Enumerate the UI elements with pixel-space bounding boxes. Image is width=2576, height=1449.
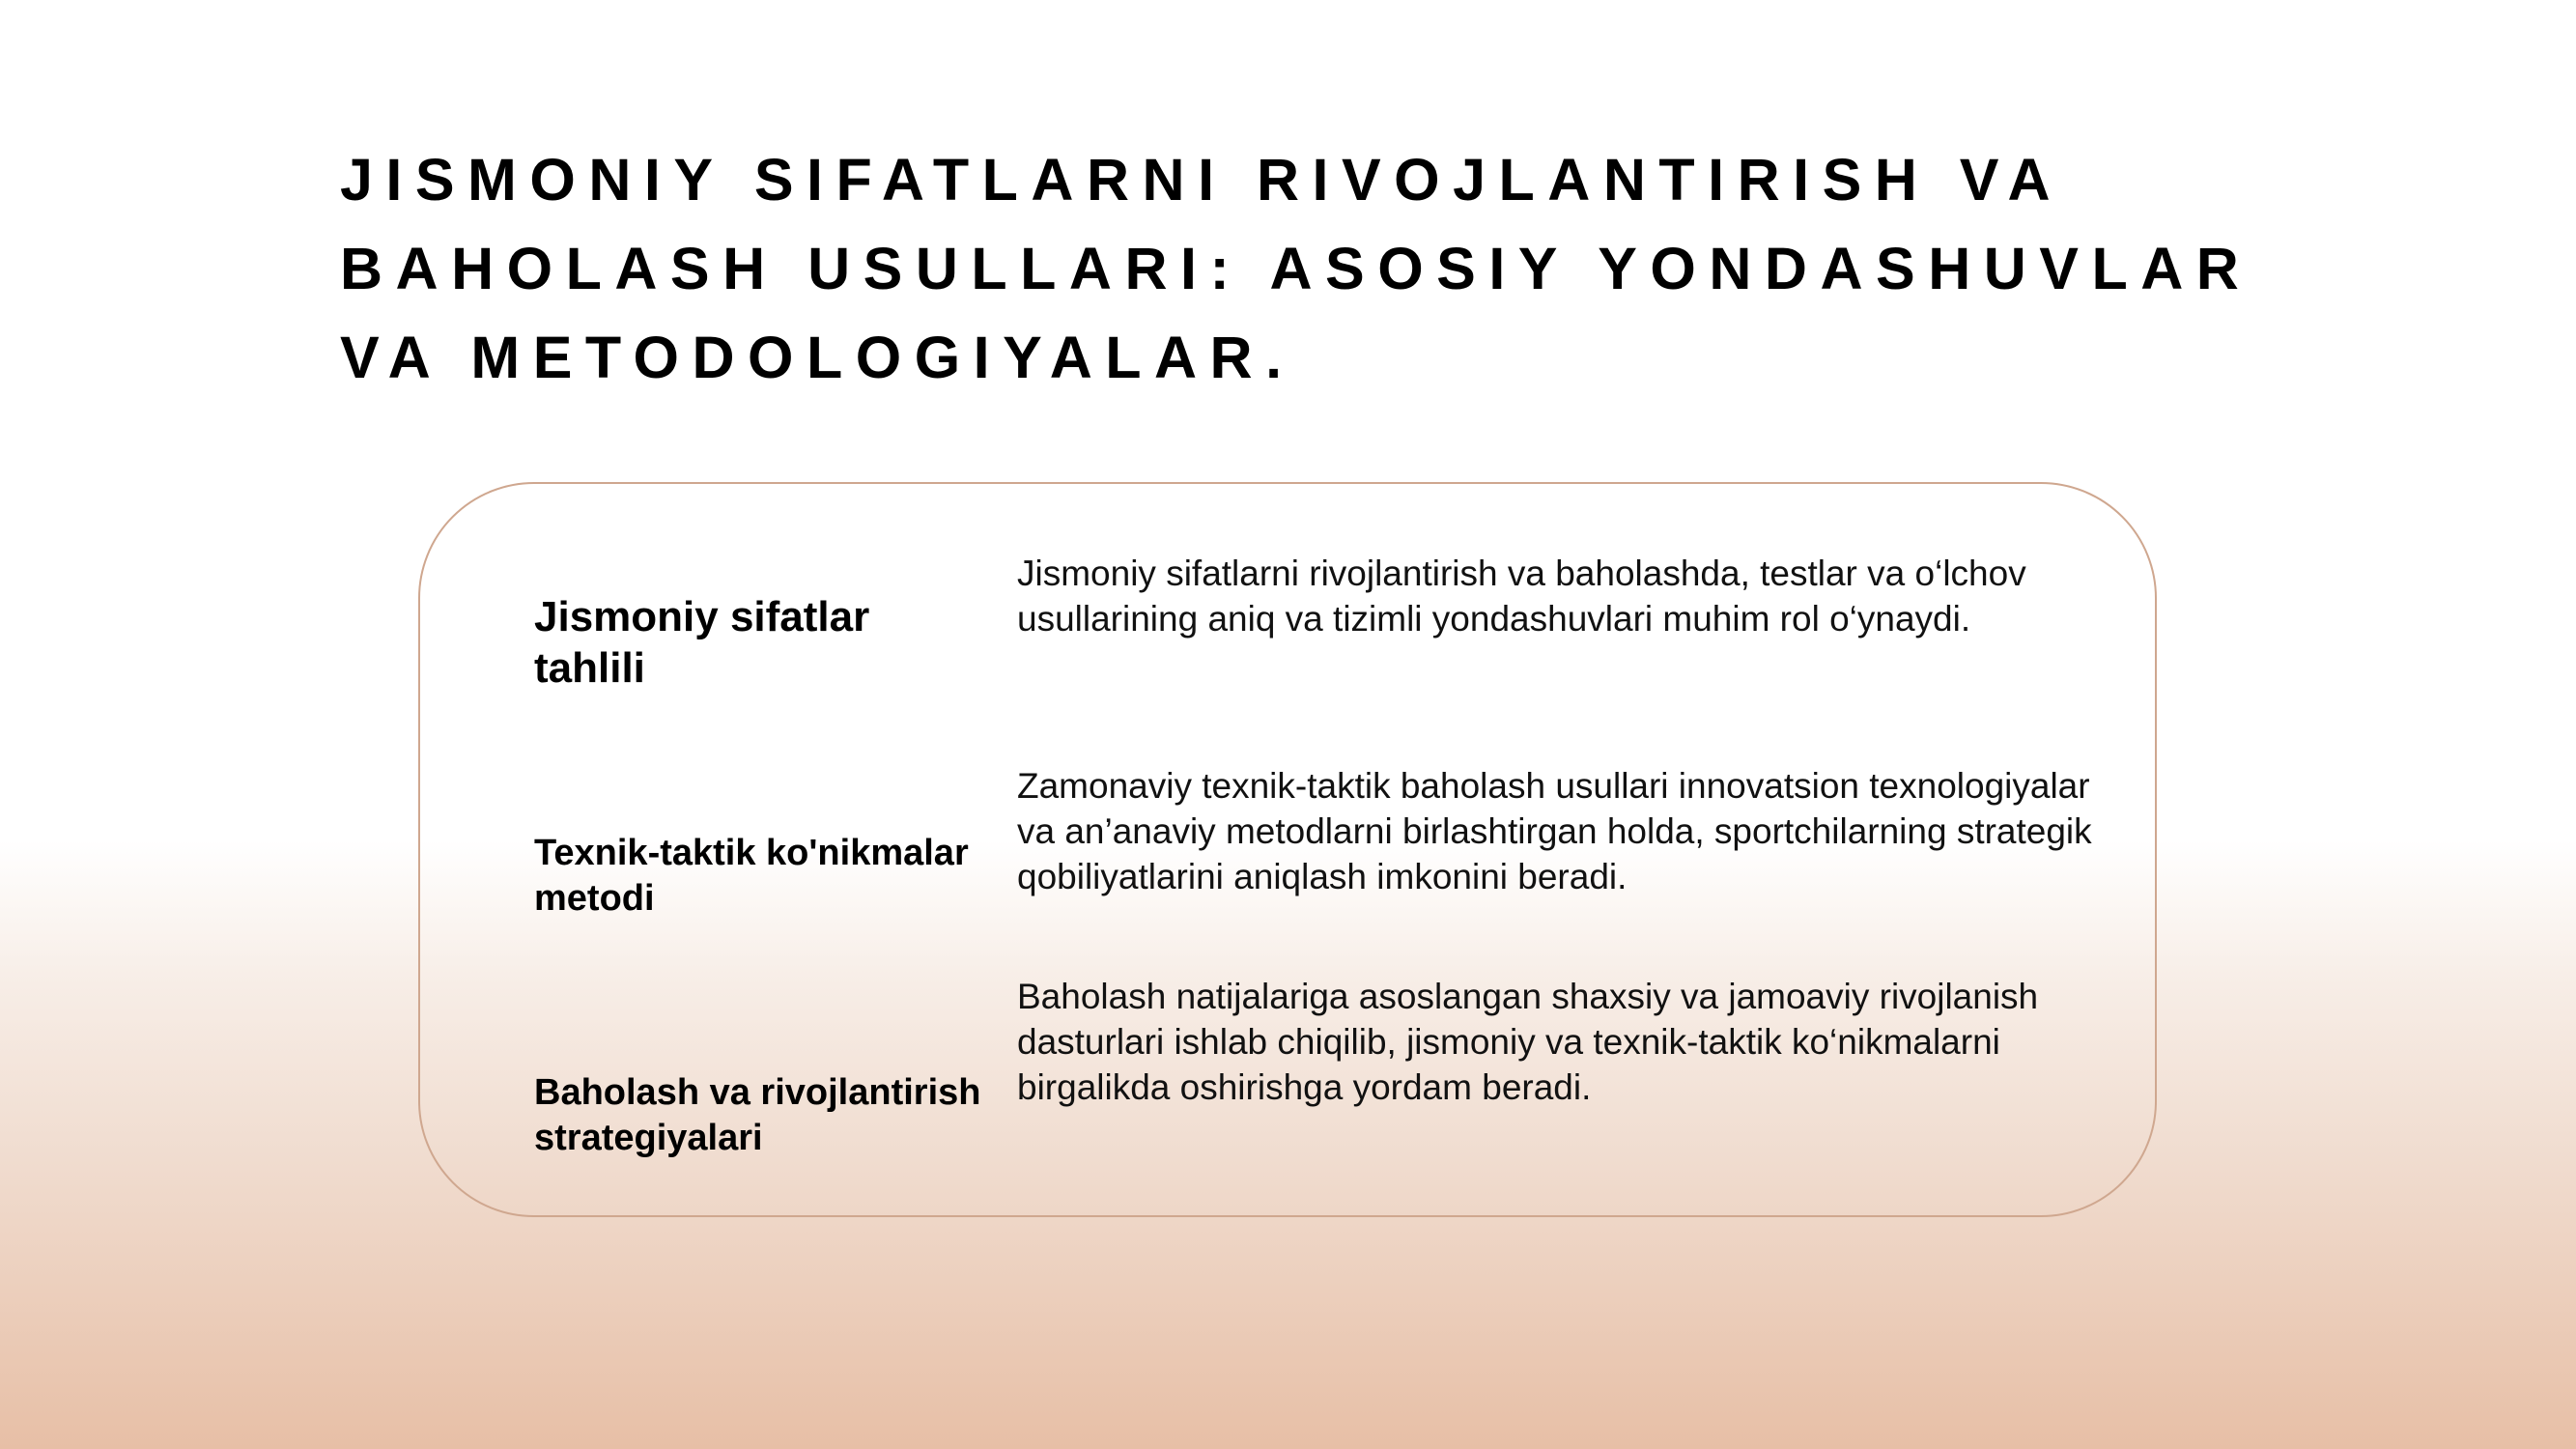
row-heading-strategies: Baholash va rivojlantirish strategiyalari — [534, 1072, 981, 1158]
row-description-physical-qualities: Jismoniy sifatlarni rivojlantirish va baholashda, testlar va o‘lchov usullarining aniq va tizimli yondashuvlari muhim rol o‘ynaydi. — [1017, 554, 2026, 639]
row-heading-technical-tactical: Texnik-taktik ko'nikmalar metodi — [534, 833, 969, 919]
slide-title: JISMONIY SIFATLARNI RIVOJLANTIRISH VA BAHOLASH USULLARI: ASOSIY YONDASHUVLAR VA METODOLOGIYALAR. — [340, 147, 2252, 390]
row-description-technical-tactical: Zamonaviy texnik-taktik baholash usullari innovatsion texnologiyalar va an’anaviy metodlarni birlashtirgan holda, sportchilarning strategik qobiliyatlarini aniqlash imkonini beradi. — [1017, 766, 2092, 896]
row-description-strategies: Baholash natijalariga asoslangan shaxsiy va jamoaviy rivojlanish dasturlari ishlab chiqilib, jismoniy va texnik-taktik ko‘nikmalarni birgalikda oshirishga yordam beradi. — [1017, 977, 2039, 1107]
row-heading-physical-qualities: Jismoniy sifatlar tahlili — [534, 593, 870, 692]
